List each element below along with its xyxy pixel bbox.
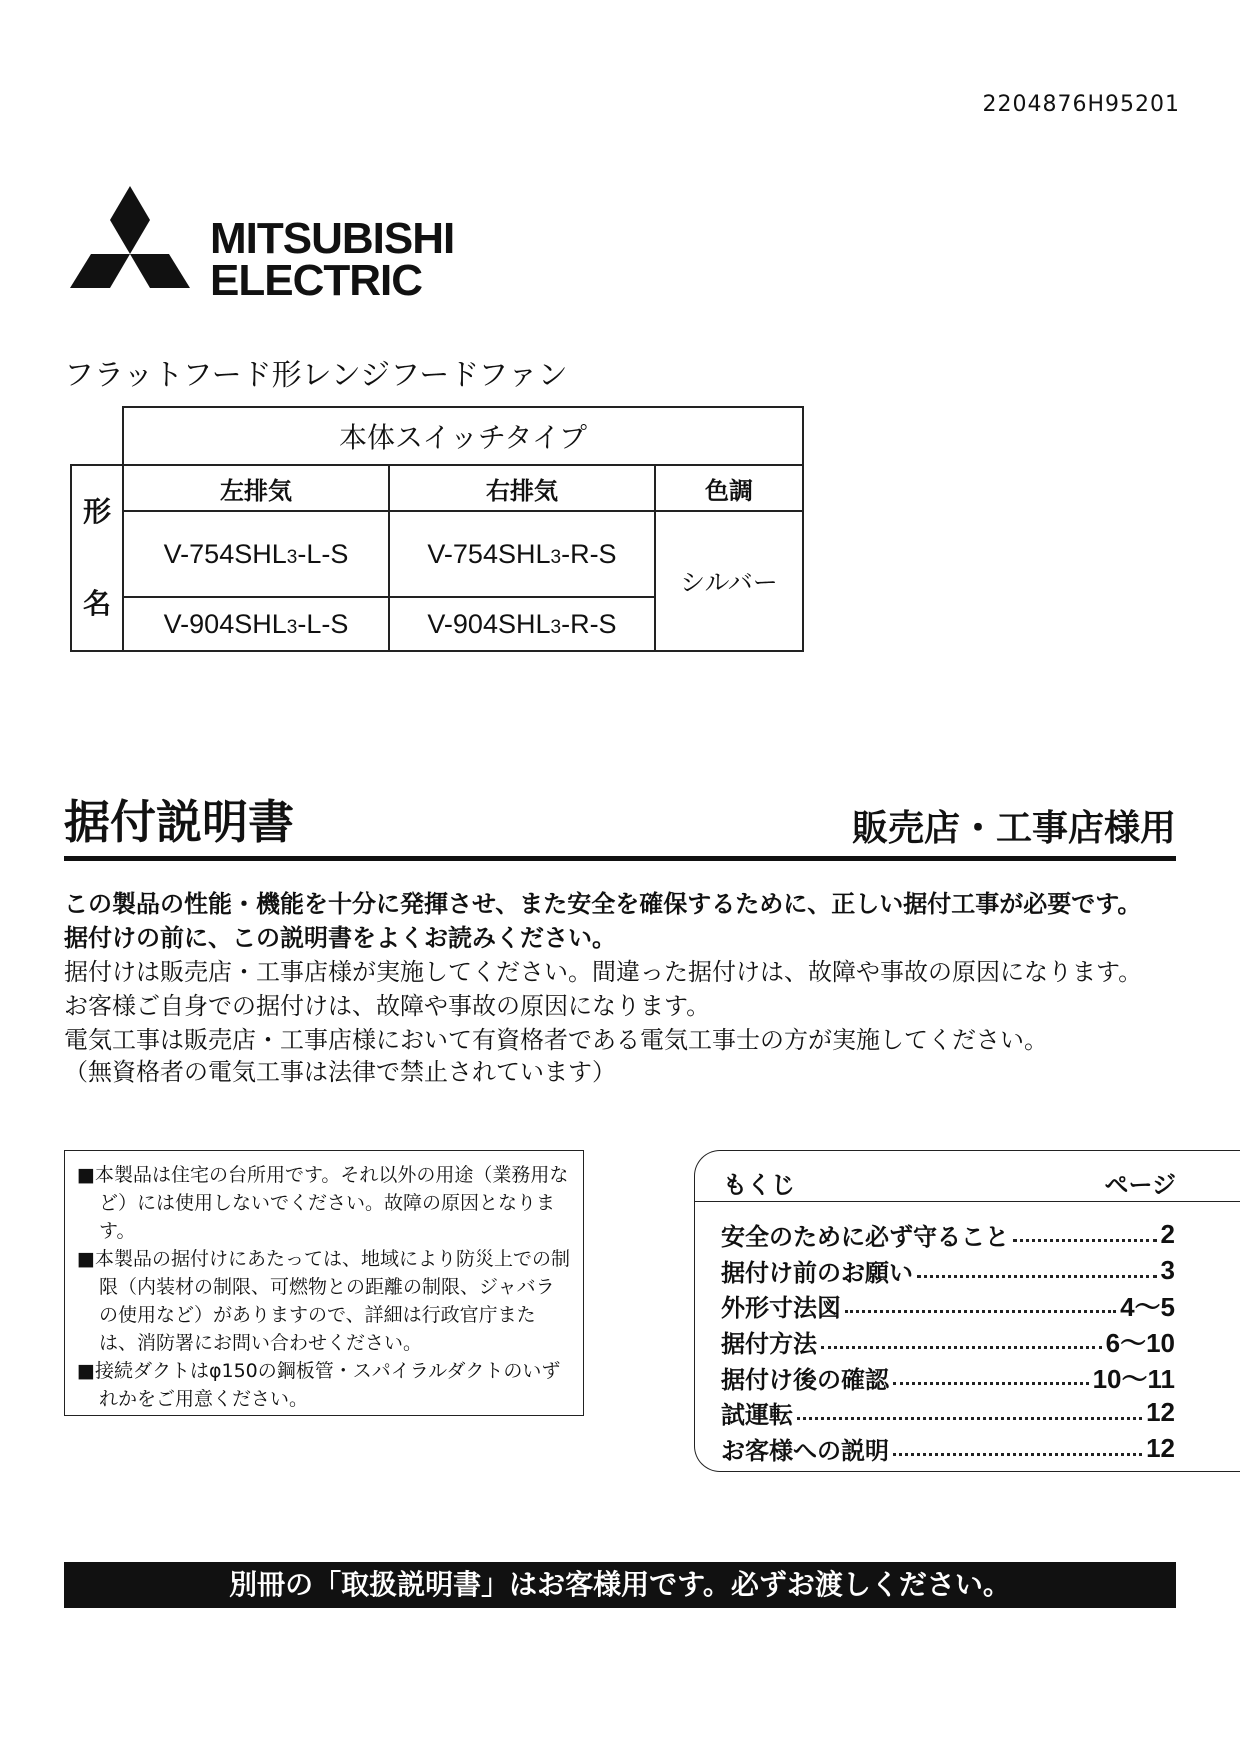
toc-item-label: 外形寸法図 xyxy=(721,1294,841,1323)
table-of-contents xyxy=(694,1150,1240,1472)
intro-line: 据付けは販売店・工事店様が実施してください。間違った据付けは、故障や事故の原因になります。 xyxy=(64,958,1143,986)
brand-line-1: MITSUBISHI xyxy=(210,214,455,263)
model-text: V-754SHL xyxy=(427,538,551,569)
intro-line: 据付けの前に、この説明書をよくお読みください。 xyxy=(64,924,616,952)
intro-line: （無資格者の電気工事は法律で禁止されています） xyxy=(64,1058,616,1086)
product-type: フラットフード形レンジフードファン xyxy=(64,358,568,393)
table-corner xyxy=(71,407,123,465)
toc-leader xyxy=(893,1382,1089,1385)
brand-line-2: ELECTRIC xyxy=(210,256,422,305)
toc-item[interactable] xyxy=(721,1253,1175,1289)
toc-item[interactable] xyxy=(721,1431,1175,1467)
note-item: ■接続ダクトはφ150の鋼板管・スパイラルダクトのいずれかをご用意ください。 xyxy=(77,1360,561,1410)
brand-logo-text xyxy=(210,214,455,305)
three-diamonds-icon xyxy=(60,186,200,311)
toc-item-page: 10〜11 xyxy=(1092,1363,1175,1394)
toc-item[interactable] xyxy=(721,1288,1175,1324)
toc-leader xyxy=(917,1275,1157,1278)
model-text: -R-S xyxy=(561,538,617,569)
toc-leader xyxy=(821,1346,1102,1349)
model-text: -L-S xyxy=(297,608,349,639)
toc-item-label: 据付方法 xyxy=(721,1330,817,1359)
toc-page-label: ページ xyxy=(1104,1171,1176,1199)
note-item: ■本製品は住宅の台所用です。それ以外の用途（業務用など）には使用しないでください。故障の原因となります。 xyxy=(77,1164,569,1242)
model-table xyxy=(70,406,804,652)
toc-item-label: 据付け後の確認 xyxy=(721,1365,889,1394)
toc-item[interactable] xyxy=(721,1324,1175,1360)
toc-item-page: 6〜10 xyxy=(1105,1328,1175,1359)
column-header-color: 色調 xyxy=(655,465,803,511)
audience-label: 販売店・工事店様用 xyxy=(851,808,1176,849)
model-cell xyxy=(123,511,389,597)
toc-item-label: お客様への説明 xyxy=(721,1436,889,1465)
notes-box xyxy=(64,1150,584,1416)
toc-leader xyxy=(845,1310,1116,1313)
model-text: -R-S xyxy=(561,608,617,639)
toc-item-page: 12 xyxy=(1146,1397,1175,1428)
toc-item-page: 4〜5 xyxy=(1120,1292,1175,1323)
intro-line: お客様ご自身での据付けは、故障や事故の原因になります。 xyxy=(64,992,711,1020)
note-item: ■本製品の据付けにあたっては、地域により防災上での制限（内装材の制限、可燃物との距離の制限、ジャバラの使用など）がありますので、詳細は行政官庁または、消防署にお問い合わせください。 xyxy=(77,1248,570,1354)
document-number: 2204876H95201 xyxy=(982,92,1180,117)
toc-item-label: 据付け前のお願い xyxy=(721,1258,913,1287)
page-title: 据付説明書 xyxy=(64,795,294,849)
model-label-char-1: 形 xyxy=(82,495,111,528)
model-cell xyxy=(123,597,389,651)
toc-item-page: 2 xyxy=(1160,1219,1175,1250)
title-divider xyxy=(64,856,1176,861)
toc-leader xyxy=(797,1417,1142,1420)
toc-header xyxy=(695,1151,1240,1202)
column-header-right: 右排気 xyxy=(389,465,655,511)
toc-leader xyxy=(893,1453,1142,1456)
toc-item-label: 試運転 xyxy=(721,1401,793,1430)
model-text: V-754SHL xyxy=(163,538,287,569)
toc-item[interactable] xyxy=(721,1359,1175,1395)
toc-item[interactable] xyxy=(721,1395,1175,1431)
toc-leader xyxy=(1013,1239,1157,1242)
column-header-left: 左排気 xyxy=(123,465,389,511)
toc-item-page: 3 xyxy=(1160,1254,1175,1285)
color-cell: シルバー xyxy=(655,511,803,651)
model-suffix: 3 xyxy=(286,546,298,568)
model-name-label xyxy=(71,465,123,651)
intro-line: この製品の性能・機能を十分に発揮させ、また安全を確保するために、正しい据付工事が必要です。 xyxy=(64,890,1142,918)
model-label-char-2: 名 xyxy=(82,587,111,620)
toc-title: もくじ xyxy=(723,1171,795,1199)
notice-banner: 別冊の「取扱説明書」はお客様用です。必ずお渡しください。 xyxy=(64,1562,1176,1608)
model-suffix: 3 xyxy=(550,546,562,568)
model-text: V-904SHL xyxy=(163,608,287,639)
intro-line: 電気工事は販売店・工事店様において有資格者である電気工事士の方が実施してください。 xyxy=(64,1026,1048,1054)
model-cell xyxy=(389,597,655,651)
toc-item-page: 12 xyxy=(1146,1432,1175,1463)
model-suffix: 3 xyxy=(286,616,298,638)
switch-type-header: 本体スイッチタイプ xyxy=(123,407,803,465)
model-text: -L-S xyxy=(297,538,349,569)
model-suffix: 3 xyxy=(550,616,562,638)
model-text: V-904SHL xyxy=(427,608,551,639)
model-cell xyxy=(389,511,655,597)
toc-item[interactable] xyxy=(721,1217,1175,1253)
toc-item-label: 安全のために必ず守ること xyxy=(721,1223,1009,1252)
toc-list xyxy=(721,1217,1175,1466)
